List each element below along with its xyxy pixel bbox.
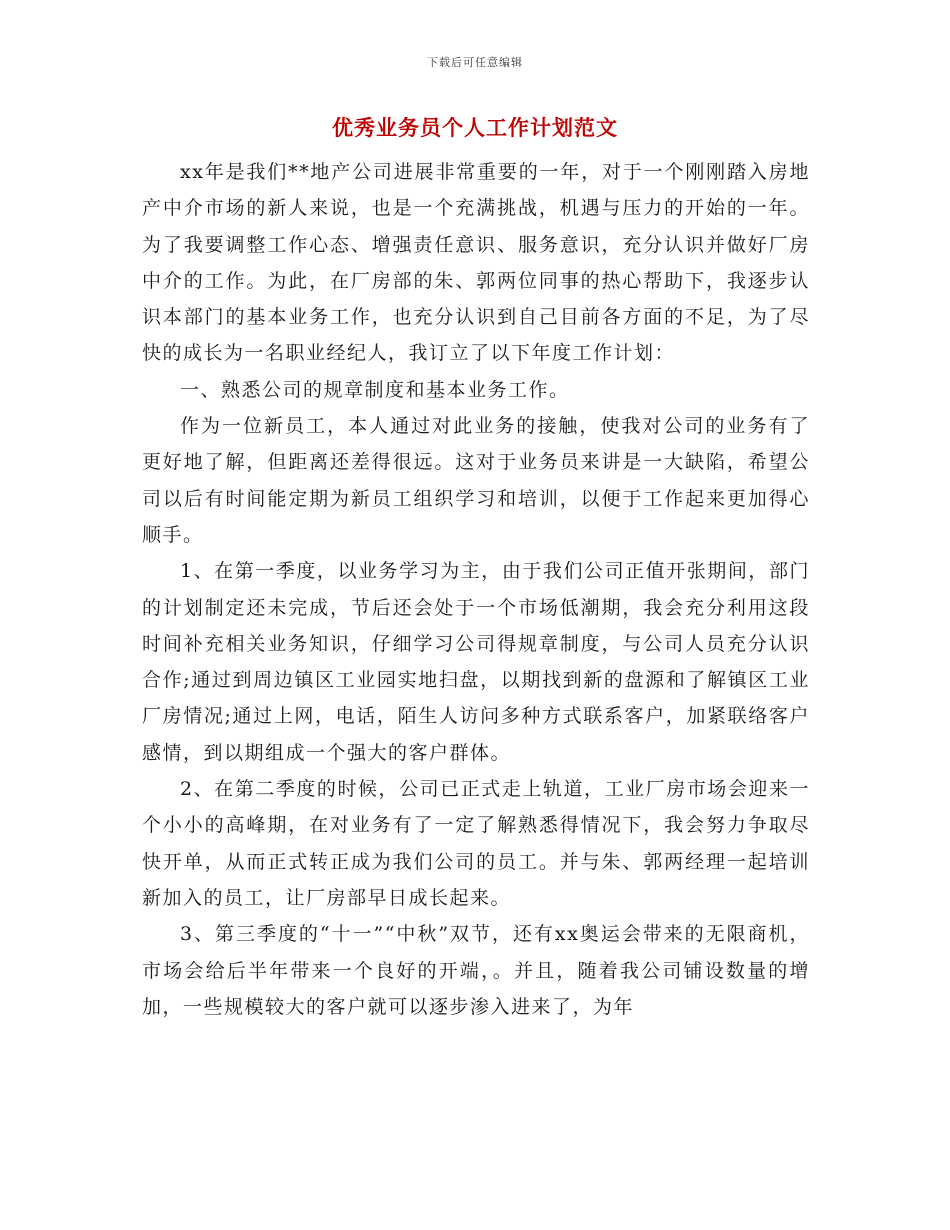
document-title: 优秀业务员个人工作计划范文 [332,115,618,140]
paragraph-new-employee: 作为一位新员工，本人通过对此业务的接触，使我对公司的业务有了更好地了解，但距离还差得很远。这对于业务员来讲是一大缺陷，希望公司以后有时间能定期为新员工组织学习和培训，以便于工作起来更加得心顺手。 [142,415,810,546]
paragraph-quarter-2: 2、在第二季度的时候，公司已正式走上轨道，工业厂房市场会迎来一个小小的高峰期，在对业务有了一定了解熟悉得情况下，我会努力争取尽快开单，从而正式转正成为我们公司的员工。并与朱、郭两经理一起培训新加入的员工，让厂房部早日成长起来。 [142,778,810,909]
paragraph-intro: xx年是我们**地产公司进展非常重要的一年，对于一个刚刚踏入房地产中介市场的新人来说，也是一个充满挑战，机遇与压力的开始的一年。为了我要调整工作心态、增强责任意识、服务意识，充分认识并做好厂房中介的工作。为此，在厂房部的朱、郭两位同事的热心帮助下，我逐步认识本部门的基本业务工作，也充分认识到自己目前各方面的不足，为了尽快的成长为一名职业经纪人，我订立了以下年度工作计划： [142,161,810,365]
document-body [142,154,810,1025]
paragraph-quarter-1: 1、在第一季度，以业务学习为主，由于我们公司正值开张期间，部门的计划制定还未完成，节后还会处于一个市场低潮期，我会充分利用这段时间补充相关业务知识，仔细学习公司得规章制度，与公司人员充分认识合作;通过到周边镇区工业园实地扫盘，以期找到新的盘源和了解镇区工业厂房情况;通过上网，电话，陌生人访问多种方式联系客户，加紧联络客户感情，到以期组成一个强大的客户群体。 [142,560,810,764]
header-note: 下载后可任意编辑 [427,56,523,69]
paragraph-quarter-3: 3、第三季度的“十一”“中秋”双节，还有xx奥运会带来的无限商机，市场会给后半年带来一个良好的开端，。并且，随着我公司铺设数量的增加，一些规模较大的客户就可以逐步渗入进来了，为年 [142,923,810,1018]
paragraph-section-heading: 一、熟悉公司的规章制度和基本业务工作。 [180,378,570,401]
